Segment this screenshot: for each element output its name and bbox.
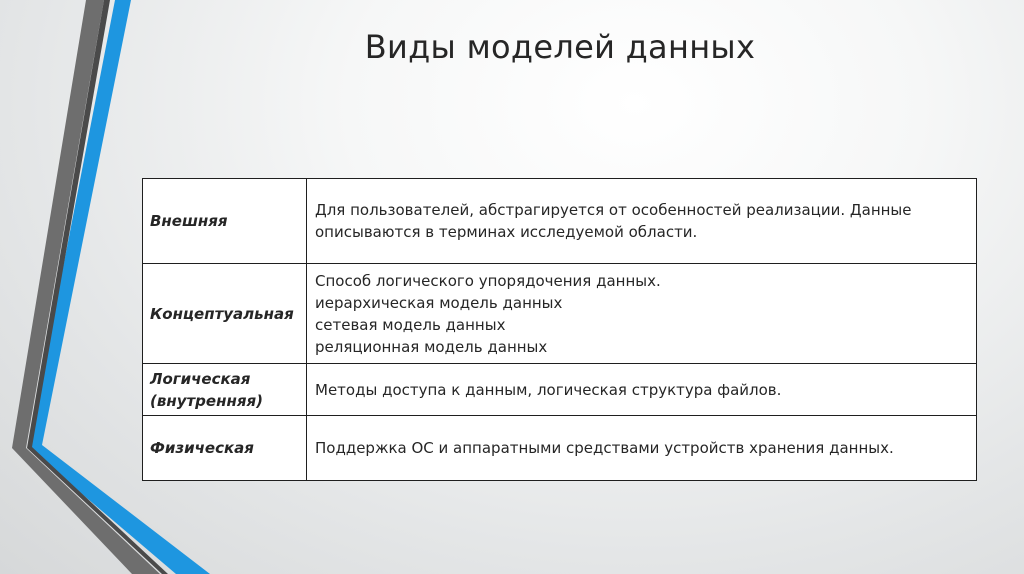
description-line: иерархическая модель данных [315,293,563,312]
description-cell [307,264,977,364]
slide-title: Виды моделей данных [364,28,756,66]
term-text: (внутренняя) [150,391,263,410]
table-row [143,264,977,364]
table-row [143,416,977,481]
term-cell [143,179,307,264]
description-line: Способ логического упорядочения данных. [315,271,661,290]
term-cell [143,416,307,481]
description-line: Методы доступа к данным, логическая структура файлов. [315,380,782,399]
description-line: Для пользователей, абстрагируется от особенностей реализации. Данные [315,201,912,219]
term-cell [143,364,307,416]
term-text: Логическая [150,369,251,388]
description-cell [307,416,977,481]
description-cell [307,179,977,264]
term-text: Внешняя [150,212,228,230]
description-line: реляционная модель данных [315,337,548,356]
data-models-table [142,178,977,481]
term-text: Физическая [150,439,254,457]
table-row [143,364,977,416]
term-text: Концептуальная [150,304,294,323]
description-line: Поддержка ОС и аппаратными средствами устройств хранения данных. [315,439,894,457]
description-cell [307,364,977,416]
description-line: описываются в терминах исследуемой области. [315,223,698,241]
term-cell [143,264,307,364]
description-line: сетевая модель данных [315,315,506,334]
table-row [143,179,977,264]
